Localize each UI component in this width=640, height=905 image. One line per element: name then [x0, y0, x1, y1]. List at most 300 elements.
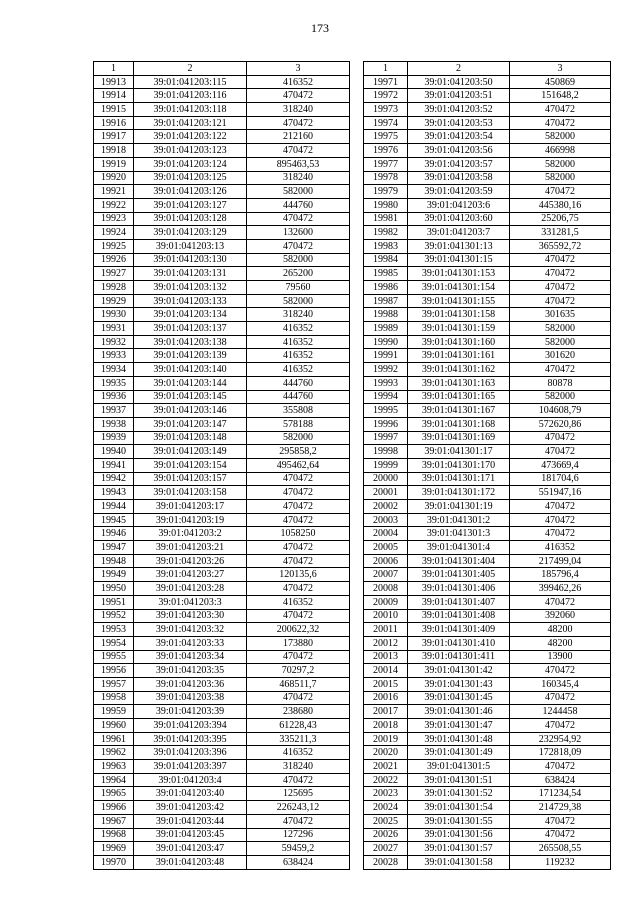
value-cell: 470472: [510, 267, 611, 281]
cadastral-number-cell: 39:01:041301:409: [408, 623, 510, 637]
cadastral-number-cell: 39:01:041203:132: [134, 281, 247, 295]
row-number-cell: 19975: [364, 130, 408, 144]
cadastral-number-cell: 39:01:041203:3: [134, 595, 247, 609]
cadastral-number-cell: 39:01:041301:13: [408, 239, 510, 253]
cadastral-number-cell: 39:01:041203:47: [134, 842, 247, 856]
cadastral-number-cell: 39:01:041301:171: [408, 472, 510, 486]
row-number-cell: 19932: [94, 335, 134, 349]
value-cell: 470472: [510, 828, 611, 842]
row-number-cell: 19955: [94, 650, 134, 664]
table-row: [364, 486, 611, 500]
row-number-cell: 19971: [364, 75, 408, 89]
table-row: [94, 349, 350, 363]
cadastral-number-cell: 39:01:041301:47: [408, 719, 510, 733]
table-row: [94, 527, 350, 541]
row-number-cell: 19947: [94, 541, 134, 555]
value-cell: 104608,79: [510, 404, 611, 418]
table-row: [94, 719, 350, 733]
value-cell: 444760: [247, 198, 350, 212]
value-cell: 1058250: [247, 527, 350, 541]
table-row: [94, 157, 350, 171]
value-cell: 59459,2: [247, 842, 350, 856]
row-number-cell: 19930: [94, 308, 134, 322]
cadastral-number-cell: 39:01:041203:27: [134, 568, 247, 582]
cadastral-number-cell: 39:01:041203:133: [134, 294, 247, 308]
cadastral-number-cell: 39:01:041203:42: [134, 801, 247, 815]
cadastral-number-cell: 39:01:041203:59: [408, 185, 510, 199]
row-number-cell: 19995: [364, 404, 408, 418]
cadastral-number-cell: 39:01:041301:4: [408, 541, 510, 555]
table-row: [94, 568, 350, 582]
row-number-cell: 19953: [94, 623, 134, 637]
cadastral-number-cell: 39:01:041301:170: [408, 458, 510, 472]
table-row: [94, 609, 350, 623]
table-right-body: [364, 75, 611, 869]
value-cell: 318240: [247, 308, 350, 322]
table-row: [364, 595, 611, 609]
column-header: 3: [247, 62, 350, 76]
value-cell: 217499,04: [510, 554, 611, 568]
row-number-cell: 19997: [364, 431, 408, 445]
row-number-cell: 19958: [94, 691, 134, 705]
cadastral-number-cell: 39:01:041203:52: [408, 103, 510, 117]
table-row: [364, 185, 611, 199]
row-number-cell: 19942: [94, 472, 134, 486]
value-cell: 582000: [247, 253, 350, 267]
value-cell: 416352: [247, 322, 350, 336]
value-cell: 238680: [247, 705, 350, 719]
table-row: [364, 376, 611, 390]
value-cell: 582000: [510, 130, 611, 144]
row-number-cell: 19960: [94, 719, 134, 733]
row-number-cell: 19917: [94, 130, 134, 144]
cadastral-number-cell: 39:01:041203:32: [134, 623, 247, 637]
table-row: [94, 677, 350, 691]
value-cell: 470472: [247, 773, 350, 787]
value-cell: 365592,72: [510, 239, 611, 253]
value-cell: 181704,6: [510, 472, 611, 486]
value-cell: 301620: [510, 349, 611, 363]
cadastral-number-cell: 39:01:041203:2: [134, 527, 247, 541]
table-row: [94, 814, 350, 828]
cadastral-number-cell: 39:01:041203:50: [408, 75, 510, 89]
table-row: [94, 198, 350, 212]
value-cell: 470472: [247, 814, 350, 828]
row-number-cell: 20011: [364, 623, 408, 637]
cadastral-number-cell: 39:01:041203:144: [134, 376, 247, 390]
value-cell: 470472: [247, 500, 350, 514]
value-cell: 466998: [510, 144, 611, 158]
row-number-cell: 19964: [94, 773, 134, 787]
row-number-cell: 19919: [94, 157, 134, 171]
value-cell: 416352: [247, 349, 350, 363]
table-row: [94, 322, 350, 336]
cadastral-number-cell: 39:01:041203:129: [134, 226, 247, 240]
value-cell: 551947,16: [510, 486, 611, 500]
value-cell: 582000: [510, 335, 611, 349]
row-number-cell: 20024: [364, 801, 408, 815]
row-number-cell: 20019: [364, 732, 408, 746]
value-cell: 582000: [510, 390, 611, 404]
row-number-cell: 20003: [364, 513, 408, 527]
value-cell: 416352: [510, 541, 611, 555]
table-row: [364, 732, 611, 746]
table-row: [94, 390, 350, 404]
table-row: [94, 363, 350, 377]
row-number-cell: 19933: [94, 349, 134, 363]
cadastral-number-cell: 39:01:041301:407: [408, 595, 510, 609]
row-number-cell: 19976: [364, 144, 408, 158]
table-row: [94, 732, 350, 746]
row-number-cell: 19990: [364, 335, 408, 349]
row-number-cell: 19981: [364, 212, 408, 226]
value-cell: 80878: [510, 376, 611, 390]
cadastral-number-cell: 39:01:041301:48: [408, 732, 510, 746]
table-row: [364, 75, 611, 89]
table-row: [94, 801, 350, 815]
cadastral-number-cell: 39:01:041301:155: [408, 294, 510, 308]
row-number-cell: 19963: [94, 760, 134, 774]
table-row: [94, 623, 350, 637]
value-cell: 470472: [247, 116, 350, 130]
value-cell: 470472: [247, 212, 350, 226]
row-number-cell: 19921: [94, 185, 134, 199]
row-number-cell: 19944: [94, 500, 134, 514]
value-cell: 295858,2: [247, 445, 350, 459]
cadastral-number-cell: 39:01:041203:44: [134, 814, 247, 828]
row-number-cell: 20006: [364, 554, 408, 568]
value-cell: 399462,26: [510, 582, 611, 596]
table-row: [364, 568, 611, 582]
value-cell: 470472: [247, 582, 350, 596]
row-number-cell: 19999: [364, 458, 408, 472]
value-cell: 416352: [247, 335, 350, 349]
value-cell: 582000: [510, 157, 611, 171]
table-row: [94, 486, 350, 500]
table-row: [94, 239, 350, 253]
row-number-cell: 19949: [94, 568, 134, 582]
row-number-cell: 19989: [364, 322, 408, 336]
row-number-cell: 19962: [94, 746, 134, 760]
row-number-cell: 20010: [364, 609, 408, 623]
table-row: [94, 445, 350, 459]
cadastral-number-cell: 39:01:041301:49: [408, 746, 510, 760]
cadastral-number-cell: 39:01:041301:404: [408, 554, 510, 568]
table-row: [94, 500, 350, 514]
table-row: [364, 171, 611, 185]
value-cell: 125695: [247, 787, 350, 801]
row-number-cell: 19993: [364, 376, 408, 390]
cadastral-number-cell: 39:01:041203:7: [408, 226, 510, 240]
row-number-cell: 20001: [364, 486, 408, 500]
cadastral-number-cell: 39:01:041203:115: [134, 75, 247, 89]
value-cell: 335211,3: [247, 732, 350, 746]
value-cell: 468511,7: [247, 677, 350, 691]
table-row: [364, 472, 611, 486]
value-cell: 444760: [247, 390, 350, 404]
table-row: [94, 636, 350, 650]
table-row: [364, 363, 611, 377]
value-cell: 265508,55: [510, 842, 611, 856]
table-row: [364, 294, 611, 308]
cadastral-number-cell: 39:01:041301:410: [408, 636, 510, 650]
cadastral-number-cell: 39:01:041203:35: [134, 664, 247, 678]
table-row: [94, 171, 350, 185]
header-row: [94, 62, 350, 76]
cadastral-number-cell: 39:01:041203:131: [134, 267, 247, 281]
row-number-cell: 19957: [94, 677, 134, 691]
value-cell: 25206,75: [510, 212, 611, 226]
table-row: [94, 855, 350, 869]
cadastral-number-cell: 39:01:041301:51: [408, 773, 510, 787]
row-number-cell: 19914: [94, 89, 134, 103]
value-cell: 48200: [510, 623, 611, 637]
table-left: [93, 61, 350, 870]
row-number-cell: 19950: [94, 582, 134, 596]
value-cell: 355808: [247, 404, 350, 418]
value-cell: 638424: [510, 773, 611, 787]
row-number-cell: 19966: [94, 801, 134, 815]
value-cell: 582000: [247, 431, 350, 445]
column-header: 2: [134, 62, 247, 76]
column-header: 1: [364, 62, 408, 76]
row-number-cell: 19925: [94, 239, 134, 253]
cadastral-number-cell: 39:01:041301:411: [408, 650, 510, 664]
cadastral-number-cell: 39:01:041203:130: [134, 253, 247, 267]
value-cell: 151648,2: [510, 89, 611, 103]
row-number-cell: 19924: [94, 226, 134, 240]
row-number-cell: 20026: [364, 828, 408, 842]
table-row: [364, 636, 611, 650]
table-row: [364, 431, 611, 445]
value-cell: 226243,12: [247, 801, 350, 815]
value-cell: 470472: [510, 760, 611, 774]
table-row: [94, 404, 350, 418]
row-number-cell: 19978: [364, 171, 408, 185]
cadastral-number-cell: 39:01:041301:161: [408, 349, 510, 363]
cadastral-number-cell: 39:01:041203:139: [134, 349, 247, 363]
row-number-cell: 19934: [94, 363, 134, 377]
value-cell: 470472: [247, 486, 350, 500]
table-row: [94, 472, 350, 486]
value-cell: 470472: [510, 294, 611, 308]
cadastral-number-cell: 39:01:041203:137: [134, 322, 247, 336]
table-row: [94, 89, 350, 103]
cadastral-number-cell: 39:01:041203:38: [134, 691, 247, 705]
row-number-cell: 20018: [364, 719, 408, 733]
table-row: [364, 267, 611, 281]
value-cell: 470472: [510, 595, 611, 609]
value-cell: 470472: [510, 116, 611, 130]
value-cell: 416352: [247, 363, 350, 377]
value-cell: 70297,2: [247, 664, 350, 678]
table-row: [94, 144, 350, 158]
table-row: [364, 664, 611, 678]
table-row: [94, 116, 350, 130]
table-row: [364, 527, 611, 541]
value-cell: 473669,4: [510, 458, 611, 472]
row-number-cell: 19968: [94, 828, 134, 842]
cadastral-number-cell: 39:01:041203:134: [134, 308, 247, 322]
value-cell: 470472: [510, 527, 611, 541]
row-number-cell: 20005: [364, 541, 408, 555]
table-row: [364, 445, 611, 459]
table-row: [94, 335, 350, 349]
table-row: [364, 677, 611, 691]
row-number-cell: 19926: [94, 253, 134, 267]
table-row: [364, 239, 611, 253]
cadastral-number-cell: 39:01:041301:159: [408, 322, 510, 336]
cadastral-number-cell: 39:01:041203:128: [134, 212, 247, 226]
table-row: [94, 650, 350, 664]
value-cell: 470472: [247, 541, 350, 555]
header-row: [364, 62, 611, 76]
table-row: [364, 157, 611, 171]
value-cell: 470472: [247, 554, 350, 568]
value-cell: 445380,16: [510, 198, 611, 212]
cadastral-number-cell: 39:01:041203:17: [134, 500, 247, 514]
row-number-cell: 19936: [94, 390, 134, 404]
table-left-body: [94, 75, 350, 869]
table-row: [364, 212, 611, 226]
table-row: [364, 842, 611, 856]
cadastral-number-cell: 39:01:041203:45: [134, 828, 247, 842]
cadastral-number-cell: 39:01:041203:13: [134, 239, 247, 253]
cadastral-number-cell: 39:01:041301:15: [408, 253, 510, 267]
cadastral-number-cell: 39:01:041301:45: [408, 691, 510, 705]
cadastral-number-cell: 39:01:041301:168: [408, 417, 510, 431]
cadastral-number-cell: 39:01:041203:26: [134, 554, 247, 568]
row-number-cell: 20002: [364, 500, 408, 514]
table-row: [94, 75, 350, 89]
cadastral-number-cell: 39:01:041203:125: [134, 171, 247, 185]
cadastral-number-cell: 39:01:041301:2: [408, 513, 510, 527]
table-row: [364, 308, 611, 322]
value-cell: 470472: [510, 253, 611, 267]
table-row: [364, 198, 611, 212]
row-number-cell: 19943: [94, 486, 134, 500]
cadastral-number-cell: 39:01:041301:172: [408, 486, 510, 500]
cadastral-number-cell: 39:01:041203:147: [134, 417, 247, 431]
value-cell: 265200: [247, 267, 350, 281]
row-number-cell: 19969: [94, 842, 134, 856]
table-row: [364, 705, 611, 719]
row-number-cell: 19994: [364, 390, 408, 404]
table-row: [94, 294, 350, 308]
cadastral-number-cell: 39:01:041203:149: [134, 445, 247, 459]
value-cell: 416352: [247, 595, 350, 609]
table-row: [364, 623, 611, 637]
row-number-cell: 19980: [364, 198, 408, 212]
table-row: [364, 814, 611, 828]
table-row: [94, 760, 350, 774]
table-row: [94, 417, 350, 431]
cadastral-number-cell: 39:01:041301:52: [408, 787, 510, 801]
cadastral-number-cell: 39:01:041203:148: [134, 431, 247, 445]
cadastral-number-cell: 39:01:041203:127: [134, 198, 247, 212]
value-cell: 416352: [247, 746, 350, 760]
table-row: [94, 376, 350, 390]
table-row: [364, 513, 611, 527]
row-number-cell: 19961: [94, 732, 134, 746]
row-number-cell: 20023: [364, 787, 408, 801]
row-number-cell: 19979: [364, 185, 408, 199]
cadastral-number-cell: 39:01:041203:158: [134, 486, 247, 500]
value-cell: 470472: [247, 239, 350, 253]
table-row: [364, 500, 611, 514]
cadastral-number-cell: 39:01:041301:54: [408, 801, 510, 815]
table-row: [364, 417, 611, 431]
cadastral-number-cell: 39:01:041301:153: [408, 267, 510, 281]
row-number-cell: 19913: [94, 75, 134, 89]
row-number-cell: 19938: [94, 417, 134, 431]
row-number-cell: 19973: [364, 103, 408, 117]
cadastral-number-cell: 39:01:041301:154: [408, 281, 510, 295]
value-cell: 444760: [247, 376, 350, 390]
cadastral-number-cell: 39:01:041301:169: [408, 431, 510, 445]
row-number-cell: 20007: [364, 568, 408, 582]
table-row: [364, 404, 611, 418]
table-row: [94, 431, 350, 445]
value-cell: 470472: [510, 363, 611, 377]
table-row: [364, 116, 611, 130]
column-header: 3: [510, 62, 611, 76]
cadastral-number-cell: 39:01:041203:140: [134, 363, 247, 377]
cadastral-number-cell: 39:01:041203:146: [134, 404, 247, 418]
cadastral-number-cell: 39:01:041203:6: [408, 198, 510, 212]
table-row: [364, 773, 611, 787]
table-row: [364, 691, 611, 705]
table-row: [94, 582, 350, 596]
table-row: [364, 650, 611, 664]
table-row: [364, 609, 611, 623]
row-number-cell: 19946: [94, 527, 134, 541]
row-number-cell: 19977: [364, 157, 408, 171]
value-cell: 470472: [510, 445, 611, 459]
table-row: [364, 787, 611, 801]
value-cell: 582000: [247, 185, 350, 199]
row-number-cell: 19928: [94, 281, 134, 295]
value-cell: 578188: [247, 417, 350, 431]
row-number-cell: 20013: [364, 650, 408, 664]
cadastral-number-cell: 39:01:041203:396: [134, 746, 247, 760]
table-row: [94, 828, 350, 842]
value-cell: 318240: [247, 760, 350, 774]
table-row: [94, 308, 350, 322]
row-number-cell: 19940: [94, 445, 134, 459]
cadastral-number-cell: 39:01:041301:43: [408, 677, 510, 691]
table-row: [364, 349, 611, 363]
cadastral-number-cell: 39:01:041301:405: [408, 568, 510, 582]
value-cell: 470472: [510, 185, 611, 199]
value-cell: 200622,32: [247, 623, 350, 637]
table-row: [364, 746, 611, 760]
cadastral-number-cell: 39:01:041203:118: [134, 103, 247, 117]
value-cell: 79560: [247, 281, 350, 295]
value-cell: 470472: [510, 814, 611, 828]
table-row: [364, 281, 611, 295]
table-row: [364, 801, 611, 815]
row-number-cell: 20022: [364, 773, 408, 787]
value-cell: 582000: [510, 322, 611, 336]
table-row: [94, 691, 350, 705]
cadastral-number-cell: 39:01:041203:145: [134, 390, 247, 404]
table-right: [363, 61, 611, 870]
cadastral-number-cell: 39:01:041203:116: [134, 89, 247, 103]
cadastral-number-cell: 39:01:041203:36: [134, 677, 247, 691]
row-number-cell: 19951: [94, 595, 134, 609]
cadastral-number-cell: 39:01:041203:56: [408, 144, 510, 158]
